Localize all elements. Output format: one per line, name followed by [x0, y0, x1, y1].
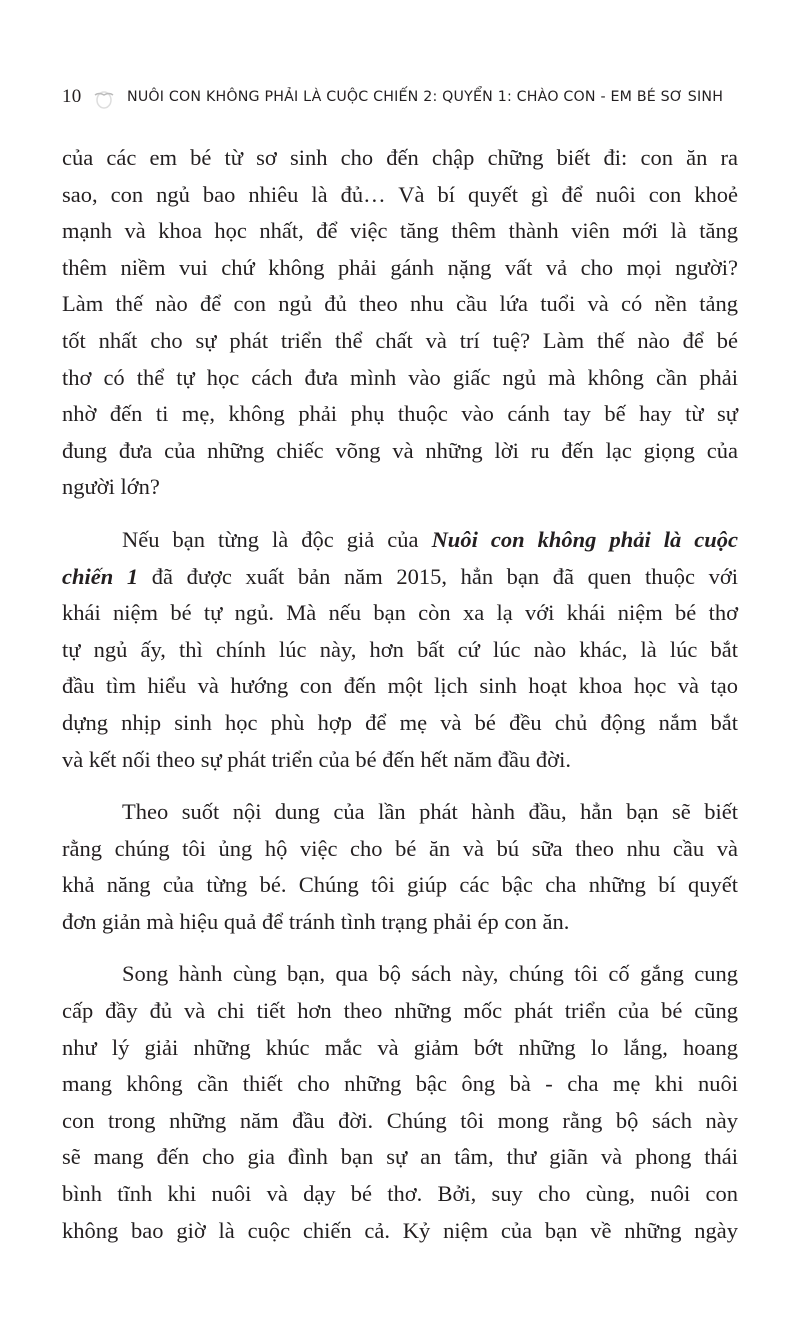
text-line: khả năng của từng bé. Chúng tôi giúp các bậc cha những bí quyết — [62, 872, 738, 898]
text-line: và kết nối theo sự phát triển của bé đến hết năm đầu đời. — [62, 746, 571, 772]
text-line: tốt nhất cho sự phát triển thể chất và trí tuệ? Làm thế nào để bé — [62, 327, 738, 353]
paragraph-3 — [62, 794, 738, 940]
text-line: đầu tìm hiểu và hướng con đến một lịch sinh hoạt khoa học và tạo — [62, 673, 738, 699]
text-line: sẽ mang đến cho gia đình bạn sự an tâm, thư giãn và phong thái — [62, 1144, 738, 1170]
text-line: đung đưa của những chiếc võng và những lời ru đến lạc giọng của — [62, 437, 738, 463]
text-line: khái niệm bé tự ngủ. Mà nếu bạn còn xa lạ với khái niệm bé thơ — [62, 600, 738, 626]
running-title: NUÔI CON KHÔNG PHẢI LÀ CUỘC CHIẾN 2: QUYỂN 1: CHÀO CON - EM BÉ SƠ SINH — [127, 89, 724, 105]
text-span: đã được xuất bản năm 2015, hẳn bạn đã quen thuộc với — [138, 563, 738, 589]
text-line: sao, con ngủ bao nhiêu là đủ… Và bí quyết gì để nuôi con khoẻ — [62, 181, 738, 207]
page-number: 10 — [62, 86, 82, 107]
text-line: Theo suốt nội dung của lần phát hành đầu, hẳn bạn sẽ biết — [122, 799, 738, 825]
paragraph-2 — [62, 522, 738, 778]
text-line: mạnh và khoa học nhất, để việc tăng thêm thành viên mới là tăng — [62, 218, 738, 244]
text-line: đơn giản mà hiệu quả để tránh tình trạng phải ép con ăn. — [62, 908, 570, 934]
text-line: rằng chúng tôi ủng hộ việc cho bé ăn và bú sữa theo nhu cầu và — [62, 835, 738, 861]
running-header — [62, 84, 736, 110]
text-span: Nếu bạn từng là độc giả của — [122, 526, 432, 552]
text-line: dựng nhịp sinh học phù hợp để mẹ và bé đều chủ động nắm bắt — [62, 709, 738, 735]
text-line — [62, 559, 738, 596]
paragraph-4 — [62, 956, 738, 1249]
baby-icon — [91, 84, 117, 110]
text-line: mang không cần thiết cho những bậc ông bà - cha mẹ khi nuôi — [62, 1071, 738, 1097]
text-line: bình tĩnh khi nuôi và dạy bé thơ. Bởi, suy cho cùng, nuôi con — [62, 1181, 738, 1207]
text-line: thêm niềm vui chứ không phải gánh nặng vất vả cho mọi người? — [62, 254, 738, 280]
text-line: người lớn? — [62, 474, 160, 500]
text-line: Song hành cùng bạn, qua bộ sách này, chúng tôi cố gắng cung — [122, 961, 738, 987]
text-line: thơ có thể tự học cách đưa mình vào giấc ngủ mà không cần phải — [62, 364, 738, 390]
page-body — [62, 140, 738, 1265]
book-title: Nuôi con không phải là cuộc — [431, 526, 738, 552]
text-line: tự ngủ ấy, thì chính lúc này, hơn bất cứ lúc nào khác, là lúc bắt — [62, 636, 738, 662]
text-line: như lý giải những khúc mắc và giảm bớt những lo lắng, hoang — [62, 1034, 738, 1060]
text-line: con trong những năm đầu đời. Chúng tôi mong rằng bộ sách này — [62, 1107, 738, 1133]
text-line: của các em bé từ sơ sinh cho đến chập chững biết đi: con ăn ra — [62, 145, 738, 170]
book-title: chiến 1 — [62, 563, 139, 589]
paragraph-1 — [62, 140, 738, 506]
text-line: Làm thế nào để con ngủ đủ theo nhu cầu lứa tuổi và có nền tảng — [62, 291, 738, 317]
text-line: cấp đầy đủ và chi tiết hơn theo những mốc phát triển của bé cũng — [62, 998, 738, 1024]
text-line — [62, 522, 738, 559]
text-line: không bao giờ là cuộc chiến cả. Kỷ niệm của bạn về những ngày — [62, 1217, 738, 1243]
text-line: nhờ đến ti mẹ, không phải phụ thuộc vào cánh tay bế hay từ sự — [62, 401, 738, 427]
